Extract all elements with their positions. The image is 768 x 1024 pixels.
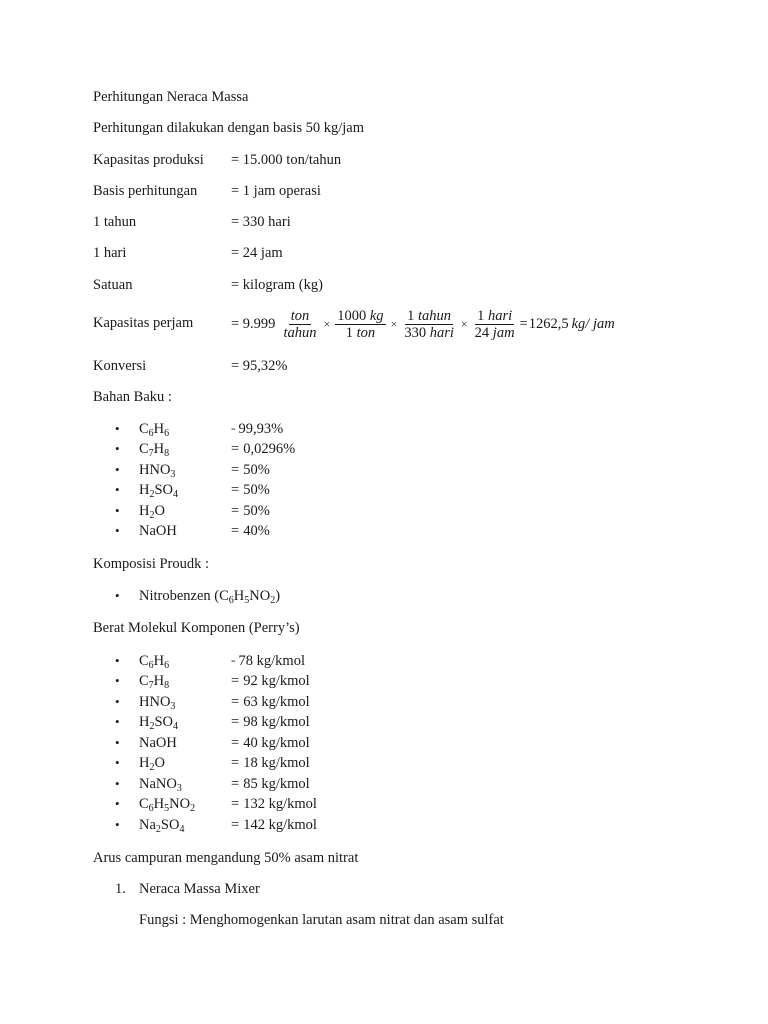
fraction-numerator: 1000 kg	[337, 307, 384, 324]
param-value: = kilogram (kg)	[231, 277, 323, 293]
formula-text: HNO	[139, 694, 171, 710]
subscript: 2	[149, 762, 155, 773]
numbered-item	[115, 880, 260, 898]
formula-text: NaOH	[139, 523, 177, 539]
subscript: 6	[164, 660, 170, 671]
list-item	[115, 672, 310, 695]
param-row	[93, 244, 283, 262]
list-item	[115, 734, 310, 752]
item-number: 1.	[115, 881, 126, 897]
equals-sign: =	[231, 441, 240, 457]
subscript: 3	[176, 783, 182, 794]
equals-sign: =	[231, 523, 240, 539]
bullet-icon: •	[115, 694, 120, 709]
subscript: 5	[244, 595, 250, 606]
compound-formula	[139, 481, 231, 504]
param-label: 1 hari	[93, 245, 127, 261]
compound-value: 0,0296%	[243, 441, 296, 457]
formula-text: O	[154, 503, 165, 519]
equals-sign: =	[231, 425, 236, 434]
formula-text: SO	[154, 482, 174, 498]
compound-value: 50%	[243, 482, 270, 498]
compound-value: 85 kg/kmol	[243, 776, 310, 792]
bullet-icon: •	[115, 755, 120, 770]
compound-value: 99,93%	[238, 421, 284, 437]
compound-formula	[139, 522, 231, 540]
result-unit: kg/ jam	[571, 315, 615, 332]
equals-sign: =	[231, 796, 240, 812]
formula-text: H	[153, 796, 165, 812]
formula-text: H	[139, 482, 150, 498]
bullet-icon: •	[115, 482, 120, 497]
equals-sign: =	[231, 776, 240, 792]
equals-sign: =	[231, 817, 240, 833]
fraction-numerator: 1 tahun	[407, 307, 452, 324]
subscript: 6	[228, 595, 234, 606]
compound-formula	[139, 672, 231, 695]
compound-formula	[139, 816, 231, 839]
param-value: = 24 jam	[231, 245, 283, 261]
param-label: Kapasitas produksi	[93, 152, 204, 168]
subscript: 5	[164, 803, 170, 814]
bullet-icon: •	[115, 673, 120, 688]
formula-text: Na	[139, 817, 156, 833]
formula-text: HNO	[139, 462, 171, 478]
kapasitas-formula	[231, 304, 615, 344]
konversi-label: Konversi	[93, 358, 147, 374]
fraction-denominator: 24 jam	[474, 324, 515, 341]
formula-text: C	[139, 441, 149, 457]
fraction-numerator: 1 hari	[477, 307, 513, 324]
bullet-icon: •	[115, 462, 120, 477]
formula-text: O	[154, 755, 165, 771]
subscript: 4	[173, 489, 179, 500]
equals-sign: =	[231, 735, 240, 751]
compound-formula	[139, 440, 231, 463]
bullet-icon: •	[115, 441, 120, 456]
subscript: 2	[149, 721, 155, 732]
list-item	[115, 795, 317, 818]
fraction-hari-jam	[473, 308, 517, 341]
compound-formula	[139, 754, 231, 777]
formula-text: H	[153, 653, 165, 669]
formula-text: SO	[160, 817, 180, 833]
formula-text: C	[219, 588, 229, 604]
fraction-kg-ton	[335, 308, 385, 341]
formula-text: C	[139, 653, 149, 669]
subscript: 2	[155, 824, 161, 835]
subscript: 7	[148, 448, 154, 459]
formula-text: NaOH	[139, 735, 177, 751]
formula-text: H	[153, 673, 165, 689]
compound-value: 78 kg/kmol	[238, 653, 305, 669]
formula-text: H	[139, 755, 150, 771]
subscript: 4	[179, 824, 185, 835]
equals-sign: =	[231, 503, 240, 519]
bullet-icon: •	[115, 588, 120, 603]
compound-value: 132 kg/kmol	[243, 796, 317, 812]
compound-value: 18 kg/kmol	[243, 755, 310, 771]
result-number: 1262,5	[528, 315, 569, 332]
formula-text: C	[139, 796, 149, 812]
subscript: 6	[148, 803, 154, 814]
subscript: 6	[148, 428, 154, 439]
param-value: = 1 jam operasi	[231, 183, 321, 199]
compound-value: 142 kg/kmol	[243, 817, 317, 833]
formula-text: C	[139, 673, 149, 689]
komposisi-heading: Komposisi Proudk :	[93, 556, 210, 572]
param-row	[93, 151, 341, 169]
arus-text: Arus campuran mengandung 50% asam nitrat	[93, 850, 359, 866]
list-item	[115, 713, 310, 736]
compound-value: 50%	[243, 462, 270, 478]
komposisi-formula	[219, 588, 275, 604]
equals-sign: =	[231, 482, 240, 498]
formula-text: NaNO	[139, 776, 177, 792]
equals-sign: =	[231, 714, 240, 730]
formula-text: NO	[169, 796, 191, 812]
document-title: Perhitungan Neraca Massa	[93, 89, 249, 105]
formula-text: H	[139, 714, 150, 730]
list-item	[115, 440, 295, 463]
komposisi-text: Nitrobenzen (	[139, 588, 220, 604]
fungsi-text: Fungsi : Menghomogenkan larutan asam nitrat dan asam sulfat	[139, 912, 504, 928]
subscript: 2	[270, 595, 276, 606]
compound-value: 92 kg/kmol	[243, 673, 310, 689]
compound-value: 40 kg/kmol	[243, 735, 310, 751]
param-value: = 330 hari	[231, 214, 291, 230]
intro-text: Perhitungan dilakukan dengan basis 50 kg/jam	[93, 120, 365, 136]
bullet-icon: •	[115, 714, 120, 729]
compound-formula	[139, 734, 231, 752]
subscript: 3	[170, 469, 176, 480]
list-item	[115, 816, 317, 839]
item-text: Neraca Massa Mixer	[139, 881, 260, 897]
compound-formula	[139, 713, 231, 736]
equals-sign: =	[231, 694, 240, 710]
subscript: 6	[148, 660, 154, 671]
formula-text: H	[153, 441, 165, 457]
formula-prefix: = 9.999	[231, 315, 276, 332]
formula-text: C	[139, 421, 149, 437]
kapasitas-label: Kapasitas perjam	[93, 315, 194, 331]
formula-text: H	[139, 503, 150, 519]
fraction-denominator: tahun	[283, 324, 317, 341]
bullet-icon: •	[115, 653, 120, 668]
times-operator: ×	[390, 316, 398, 331]
equals-sign: =	[231, 462, 240, 478]
list-item	[115, 754, 310, 777]
equals-sign: =	[231, 755, 240, 771]
compound-value: 50%	[243, 503, 270, 519]
komposisi-item	[115, 587, 280, 610]
subscript: 6	[164, 428, 170, 439]
subscript: 2	[149, 489, 155, 500]
times-operator: ×	[323, 316, 331, 331]
fraction-numerator: ton	[290, 307, 310, 324]
subscript: 8	[164, 680, 170, 691]
bahan-baku-heading: Bahan Baku :	[93, 389, 172, 405]
bullet-icon: •	[115, 503, 120, 518]
bullet-icon: •	[115, 523, 120, 538]
fraction-denominator: 330 hari	[404, 324, 454, 341]
subscript: 2	[190, 803, 196, 814]
fraction-denominator: 1 ton	[345, 324, 376, 341]
equals-sign: =	[231, 673, 240, 689]
bullet-icon: •	[115, 421, 120, 436]
bullet-icon: •	[115, 776, 120, 791]
fraction-tahun-hari	[402, 308, 456, 341]
subscript: 7	[148, 680, 154, 691]
compound-formula	[139, 795, 231, 818]
subscript: 3	[170, 701, 176, 712]
param-label: 1 tahun	[93, 214, 137, 230]
fraction-ton-tahun	[281, 308, 318, 341]
compound-value: 98 kg/kmol	[243, 714, 310, 730]
formula-text: H	[153, 421, 165, 437]
konversi-value: = 95,32%	[231, 358, 288, 374]
list-item	[115, 522, 270, 540]
konversi-row	[93, 357, 288, 375]
subscript: 2	[149, 510, 155, 521]
param-label: Basis perhitungan	[93, 183, 198, 199]
param-label: Satuan	[93, 277, 133, 293]
formula-text: H	[233, 588, 245, 604]
bullet-icon: •	[115, 735, 120, 750]
compound-value: 63 kg/kmol	[243, 694, 310, 710]
times-operator: ×	[460, 316, 468, 331]
formula-text: NO	[249, 588, 271, 604]
subscript: 4	[173, 721, 179, 732]
compound-value: 40%	[243, 523, 270, 539]
bullet-icon: •	[115, 796, 120, 811]
param-row	[93, 213, 291, 231]
param-value: = 15.000 ton/tahun	[231, 152, 342, 168]
param-row	[93, 276, 323, 294]
berat-molekul-heading: Berat Molekul Komponen (Perry’s)	[93, 620, 300, 636]
komposisi-close: )	[275, 588, 281, 604]
equals-sign: =	[519, 315, 528, 332]
param-row	[93, 182, 321, 200]
list-item	[115, 481, 270, 504]
equals-sign: =	[231, 657, 236, 666]
bullet-icon: •	[115, 817, 120, 832]
formula-text: SO	[154, 714, 174, 730]
subscript: 8	[164, 448, 170, 459]
